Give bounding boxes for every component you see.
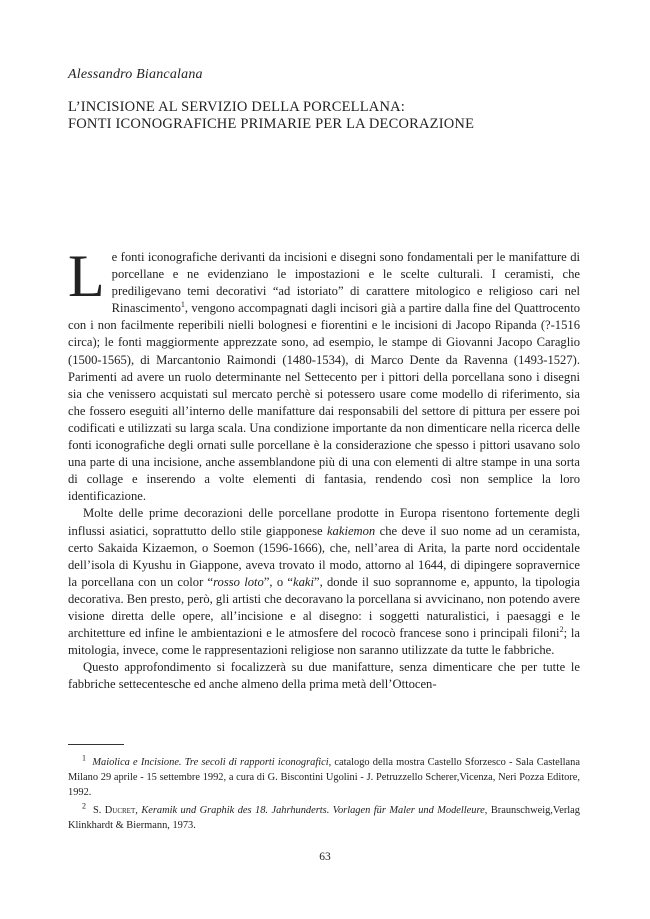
page-number: 63 [319,851,331,863]
paragraph-1-text-a: e fonti iconografiche derivanti da incisioni e disegni sono fondamentali per le manifatture di porcellane e ne evidenziano le impostazioni e le scelte culturali. I ceramisti, che prediligevano temi decorativi “ad istoriato” di carattere mitologico e religioso cari nel Rinascimento [111,250,580,316]
footnotes [68,755,580,835]
footnote-separator: , [135,804,142,816]
article-title [68,99,588,133]
author-name: Alessandro Biancalana [68,67,203,82]
footnote-text: , catalogo della mostra Castello Sforzesco - Sala Castellana Milano 29 aprile - 15 settembre 1992, a cura di G. Biscontini Ugolini - J. Petruzzello Scherer,Vicenza, Neri Pozza Editore, 1992. [68,757,580,799]
footnote-number: 2 [82,801,86,811]
paragraph-2-text-a: Molte delle prime decorazioni delle porcellane prodotte in Europa risentono fortemente degli influssi asiatici, soprattutto dello stile giapponese [68,506,580,538]
term-kaki: kaki [293,574,314,589]
drop-cap: L [68,243,105,309]
title-line-2: FONTI ICONOGRAFICHE PRIMARIE PER LA DECORAZIONE [68,116,475,132]
footnote-title: Maiolica e Incisione. Tre secoli di rapporti iconografici [92,757,329,768]
footnote-text: , Braunschweig,Verlag Klinkhardt & Biermann, 1973. [68,804,580,831]
footnote-divider [68,744,124,745]
footnote-author-surname: Ducret [104,804,136,816]
footnote-author-initial: S. [92,804,105,816]
footnote-number: 1 [82,753,86,763]
title-line-1: L’INCISIONE AL SERVIZIO DELLA PORCELLANA: [68,99,406,115]
footnote-title: Keramik und Graphik des 18. Jahrhunderts. Vorlagen für Maler und Modelleure [141,804,485,816]
footnote-ref-2: 2 [559,624,564,634]
paragraph-3-text: Questo approfondimento si focalizzerà su due manifatture, senza dimenticare che per tutte le fabbriche settecentesche ed anche almeno della prima metà dell’Ottocen- [68,660,580,692]
term-kakiemon: kakiemon [326,523,376,538]
paragraph-1-text-b: , vengono accompagnati dagli incisori già a partire dalla fine del Quattrocento con i non facilmente reperibili nielli bolognesi e fiorentini e le incisioni di Jacopo Ripanda (?-1516 circa); le fonti maggiormente apprezzate sono, ad esempio, le stampe di Giovanni Jacopo Caraglio (1500-1565), di Marcantonio Raimondi (1480-1534), di Marco Dente da Ravenna (1493-1527). Parimenti ad avere un ruolo determinante nel Settecento per i pittori della porcellana sono i disegni sia che venissero acquistati sul mercato perchè si potessero usare come modello di riferimento, sia che fossero eseguiti all’interno delle manifatture dai responsabili del settore di pittura per essere poi codificati e utilizzati su larga scala. Una condizione importante da non dimenticare nella ricerca delle fonti iconografiche degli ornati sulle porcellane è la considerazione che spesso i pittori usavano solo una parte di una incisione, anche assemblandone più di una con elementi di altre stampe in una sorta di collage e inserendo a volte elementi di fantasia, rendendo così non semplice la loro identificazione. [68,301,580,504]
footnote-2 [68,803,580,833]
paragraph-1 [68,243,580,505]
term-rosso-loto: rosso loto [213,574,264,589]
paragraph-2 [68,505,580,659]
paragraph-2-text-b: che deve il suo nome ad un ceramista, certo Sakaida Kizaemon, o Soemon (1596-1666), che, nell’area di Arita, la parte nord occidentale dell’isola di Kyushu in Giappone, aveva trovato il modo, attorno al 1644, di dipingere sopravernice la porcellana con un color “ [68,523,580,589]
article-body [68,243,581,693]
footnote-1 [68,755,580,801]
paragraph-2-text-c: ”, o “ [263,574,293,589]
paragraph-2-text-d: ”, donde il suo soprannome e, appunto, la tipologia decorativa. Ben presto, però, gli artisti che decoravano la porcellana si avvicinano, non potendo avere visione diretta delle opere, all’incisione e al disegno: i soggetti naturalistici, i paesaggi e le architetture ed infine le ambientazioni e le atmosfere del rococò francese sono i principali filoni [68,574,581,641]
paragraph-2-text-e: ; la mitologia, invece, come le rappresentazioni religiose non saranno utilizzate da tutte le fabbriche. [68,626,580,658]
paragraph-3 [68,659,580,693]
footnote-ref-1: 1 [180,300,185,310]
